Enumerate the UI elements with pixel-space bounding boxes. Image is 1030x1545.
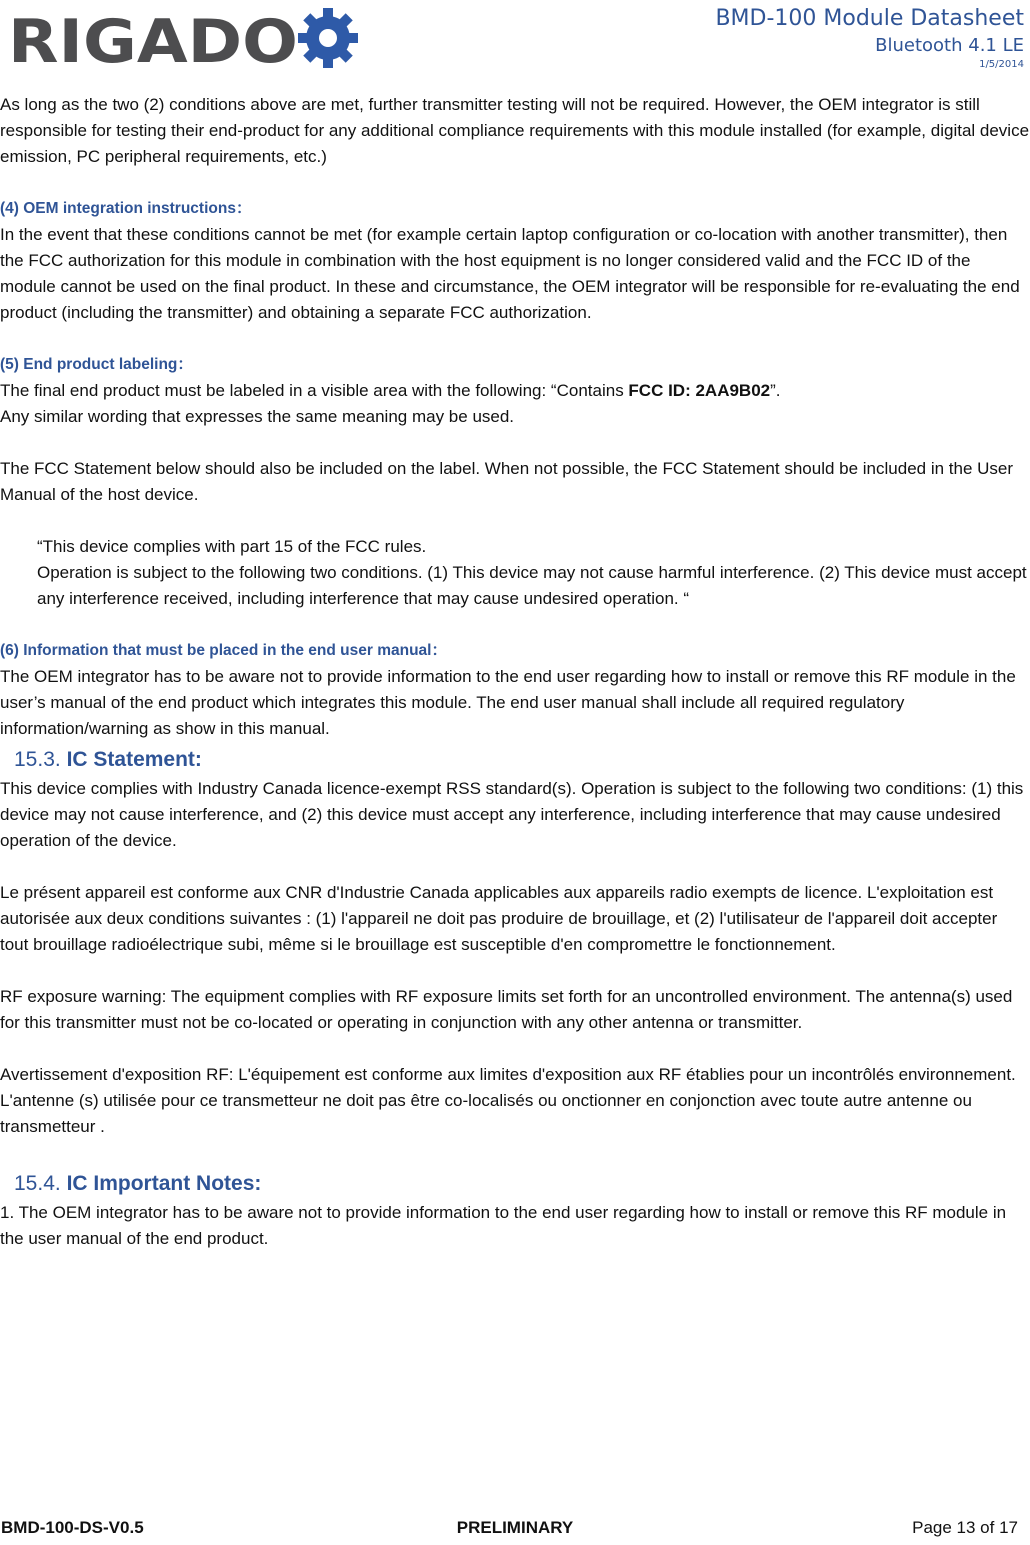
paragraph-oem-integration: In the event that these conditions cannot be met (for example certain laptop configuration or co-location with another transmitter), then the FCC authorization for this module in combination with the host equipment is no longer considered valid and the FCC ID of the module cannot be used on the final product. In these and circumstance, the OEM integrator will be responsible for re-evaluating the end product (including the transmitter) and obtaining a separate FCC authorization. — [0, 225, 1020, 322]
header-subtitle: Bluetooth 4.1 LE — [875, 35, 1024, 56]
fcc-quote — [0, 534, 1030, 612]
paragraph-rf-exposure: RF exposure warning: The equipment complies with RF exposure limits set forth for an uncontrolled environment. The antenna(s) used for this transmitter must not be co-located or operating in conjunction with any other antenna or transmitter. — [0, 987, 1013, 1032]
heading-user-manual-info: (6) Information that must be placed in the end user manual： — [0, 642, 447, 659]
paragraph-ic-english: This device complies with Industry Canada licence-exempt RSS standard(s). Operation is subject to the following two conditions: (1) this device may not cause interference, and (2) this device must accept any interference, including interference that may cause undesired operation of the device. — [0, 779, 1024, 850]
page-footer — [0, 1518, 1030, 1542]
quote-line-2: Operation is subject to the following two conditions. (1) This device may not cause harmful interference. (2) This device must accept any interference received, including interference that may cause undesired operation. “ — [37, 563, 1027, 608]
paragraph-conditions: As long as the two (2) conditions above are met, further transmitter testing will not be required. However, the OEM integrator is still responsible for testing their end-product for any additional compliance requirements with this module installed (for example, digital device emission, PC peripheral requirements, etc.) — [0, 95, 1030, 166]
fcc-id: FCC ID: 2AA9B02 — [628, 381, 771, 400]
paragraph-note-1: 1. The OEM integrator has to be aware not to provide information to the end user regarding how to install or remove this RF module in the user manual of the end product. — [0, 1203, 1007, 1248]
labeling-text-post: ”. — [770, 381, 781, 400]
rigado-logo — [8, 6, 358, 68]
heading-end-product-labeling: (5) End product labeling： — [0, 356, 193, 373]
paragraph-rf-exposure-french: Avertissement d'exposition RF: L'équipement est conforme aux limites d'exposition aux RF établies pour un incontrôlés environnement. L'antenne (s) utilisée pour ce transmetteur ne doit pas être co-localisés ou onctionner en conjonction avec toute autre antenne ou transmetteur . — [0, 1065, 1016, 1136]
heading-oem-integration: (4) OEM integration instructions： — [0, 200, 252, 217]
logo-text: RIGADO — [8, 7, 298, 68]
paragraph-labeling — [0, 378, 1030, 404]
footer-doc-id: BMD-100-DS-V0.5 — [1, 1518, 144, 1537]
document-header — [715, 4, 1024, 72]
section-title: IC Statement: — [66, 748, 202, 771]
paragraph-user-manual-info: The OEM integrator has to be aware not to provide information to the end user regarding how to install or remove this RF module in the user’s manual of the end product which integrates this module. The end user manual shall include all required regulatory information/warning as show in this manual. — [0, 667, 1016, 738]
page-content — [0, 92, 1030, 1252]
section-ic-important-notes — [0, 1168, 1030, 1200]
quote-line-1: “This device complies with part 15 of the FCC rules. — [37, 537, 427, 556]
section-number: 15.4. — [14, 1172, 61, 1195]
paragraph-fcc-statement: The FCC Statement below should also be included on the label. When not possible, the FCC Statement should be included in the User Manual of the host device. — [0, 459, 1014, 504]
paragraph-similar-wording: Any similar wording that expresses the same meaning may be used. — [0, 407, 515, 426]
paragraph-ic-french: Le présent appareil est conforme aux CNR d'Industrie Canada applicables aux appareils radio exempts de licence. L'exploitation est autorisée aux deux conditions suivantes : (1) l'appareil ne doit pas produire de brouillage, et (2) l'utilisateur de l'appareil doit accepter tout brouillage radioélectrique subi, même si le brouillage est susceptible d'en compromettre le fonctionnement. — [0, 883, 998, 954]
header-title: BMD-100 Module Datasheet — [715, 6, 1024, 31]
footer-page-number: Page 13 of 17 — [912, 1518, 1018, 1537]
labeling-text-pre: The final end product must be labeled in a visible area with the following: “Contains — [0, 381, 629, 400]
section-ic-statement — [0, 744, 1030, 776]
gear-icon — [298, 8, 358, 68]
footer-status: PRELIMINARY — [456, 1518, 574, 1537]
section-title: IC Important Notes: — [66, 1172, 262, 1195]
header-date: 1/5/2014 — [979, 59, 1024, 70]
section-number: 15.3. — [14, 748, 61, 771]
